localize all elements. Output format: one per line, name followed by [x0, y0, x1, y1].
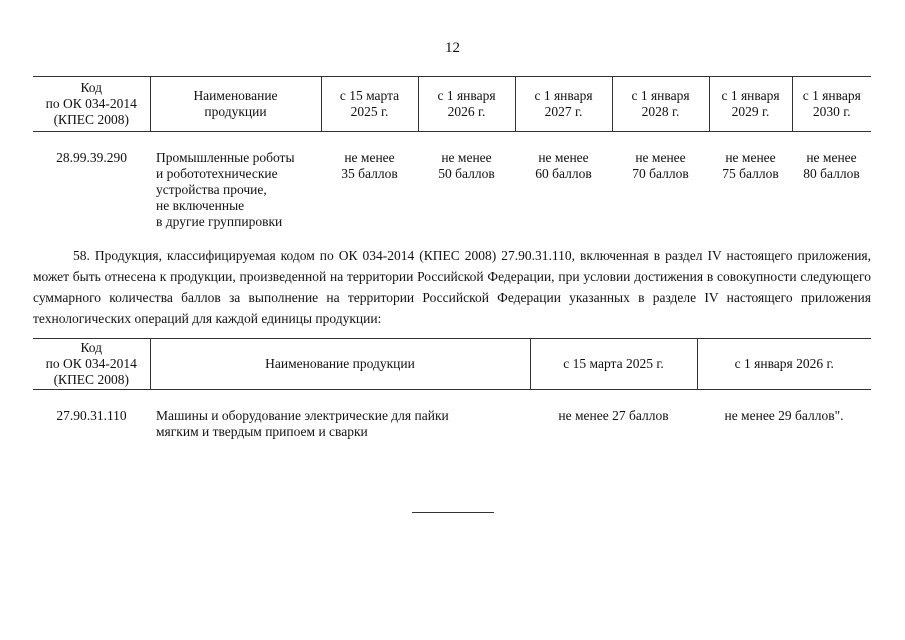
table-row [33, 132, 871, 231]
col-header-name: Наименование продукции [150, 339, 530, 390]
col-header-date: с 1 января 2026 г. [697, 339, 871, 390]
page-number: 12 [445, 40, 460, 56]
product-name: Машины и оборудование электрические для пайки мягким и твердым припоем и сварки [156, 408, 449, 439]
col-header-name: Наименование продукции [150, 77, 321, 132]
end-rule [412, 512, 494, 513]
points-value: не менее 80 баллов [803, 150, 860, 181]
points-value: не менее 75 баллов [722, 150, 779, 181]
points-value: не менее 50 баллов [438, 150, 495, 181]
col-header-date: с 1 января 2030 г. [792, 77, 871, 132]
table-row [33, 390, 871, 441]
points-table-welding [33, 338, 871, 440]
points-value: не менее 70 баллов [632, 150, 689, 181]
table-header-row [33, 339, 871, 390]
section-58-paragraph: 58. Продукция, классифицируемая кодом по ОК 034-2014 (КПЕС 2008) 27.90.31.110, включенная в раздел IV настоящего приложения, может быть отнесена к продукции, произведенной на территории Российской Федерации, при условии достижения в совокупности следующего суммарного количества баллов за выполнение на территории Российской Федерации указанных в разделе IV настоящего приложения технологических операций для каждой единицы продукции: [33, 248, 871, 326]
points-value: не менее 60 баллов [535, 150, 592, 181]
product-code: 27.90.31.110 [56, 408, 127, 423]
col-header-date: с 1 января 2027 г. [515, 77, 612, 132]
col-header-date: с 1 января 2026 г. [418, 77, 515, 132]
product-name: Промышленные роботы и робототехнические устройства прочие, не включенные в другие группировки [156, 150, 295, 229]
product-code: 28.99.39.290 [56, 150, 127, 165]
points-value: не менее 29 баллов". [724, 408, 844, 423]
col-header-date: с 1 января 2028 г. [612, 77, 709, 132]
points-value: не менее 27 баллов [558, 408, 669, 423]
points-value: не менее 35 баллов [341, 150, 398, 181]
col-header-date: с 1 января 2029 г. [709, 77, 792, 132]
col-header-code: Код по ОК 034-2014 (КПЕС 2008) [45, 340, 137, 387]
col-header-date: с 15 марта 2025 г. [321, 77, 418, 132]
col-header-date: с 15 марта 2025 г. [530, 339, 697, 390]
points-table-robots [33, 76, 871, 230]
table-header-row [33, 77, 871, 132]
col-header-code: Код по ОК 034-2014 (КПЕС 2008) [45, 80, 137, 127]
